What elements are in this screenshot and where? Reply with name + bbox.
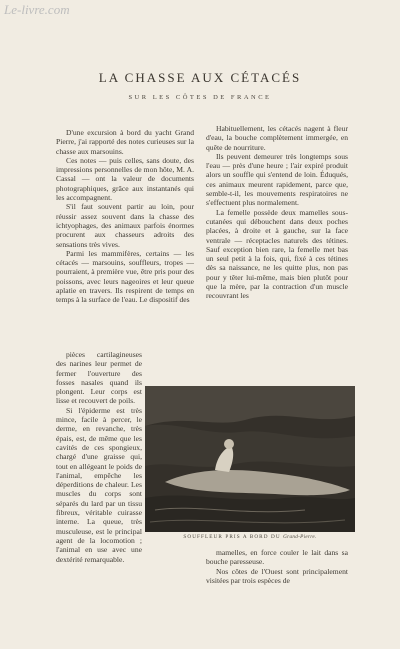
paragraph: Nos côtes de l'Ouest sont principalement visitées par trois espèces de [206,566,348,585]
watermark-logo: Le-livre.com [4,2,70,17]
paragraph: Ces notes — puis celles, sans doute, des impressions personnelles de mon hôte, M. A. Cassal — ont la valeur de documents photographiques, grâce aux instantanés qui les accompagnent. [56,155,194,203]
caption-text: SOUFFLEUR PRIS A BORD DU [183,534,281,540]
article-subtitle: SUR LES CÔTES DE FRANCE [128,94,272,101]
engraving-illustration [145,386,355,532]
paragraph: Ils peuvent demeurer très longtemps sous l'eau — près d'une heure ; l'air expiré produit alors un souffle qui s'entend de loin. Éduqués, ces animaux meurent rapidement, parce que, semble-t-il, les mouvements respiratoires ne s'effectuent plus normalement. [206,151,348,208]
paragraph: pièces cartilagineuses des narines leur permet de fermer l'ouverture des fosses nasales quand ils plongent. Leur corps est lisse et recouvert de poils. [56,350,142,406]
paragraph: Parmi les mammifères, certains — les cétacés — marsouins, souffleurs, tropes — pourraient, à première vue, être pris pour des poissons, avec leurs nageoires et leur queue aplatie en travers. Ils respirent de temps en temps à la surface de l'eau. Le dispositif des [56,248,194,305]
right-bottom-column [206,548,348,585]
figure-caption [145,534,355,540]
article-title: LA CHASSE AUX CÉTACÉS [98,70,302,85]
caption-ship-name: Grand-Pierre. [283,534,317,540]
paragraph: mamelles, en force couler le lait dans sa bouche paresseuse. [206,548,348,567]
left-column [56,128,194,305]
dolphin-engraving-image [145,386,355,532]
left-narrow-column [56,350,142,564]
right-column [206,124,348,301]
paragraph: S'il faut souvent partir au loin, pour réussir assez souvent dans la chasse des ichtyophages, des animaux parfois énormes procurent aux chasseurs adroits des sensations très vives. [56,202,194,249]
paragraph: La femelle possède deux mamelles sous-cutanées qui débouchent dans deux poches placées, à droite et à gauche, sur la face ventrale — réceptacles naturels des tétines. Sauf exception bien rare, la femelle met bas un seul petit à la fois, qui, fixé à ces tétines dès sa naissance, ne les quitte plus, non pas pour y têter lui-même, mais bien plutôt pour que la mère, par la contraction d'un muscle recouvrant les [206,207,348,301]
paragraph: Si l'épiderme est très mince, facile à percer, le derme, en revanche, très épais, est, de même que les cavités de ces spongieux, chargé d'une graisse qui, tout en allégeant le poids de l'animal, empêche les déperditions de chaleur. Les muscles du corps sont séparés du lard par un tissu fibreux, véritable cuirasse interne. La queue, très musculeuse, est le principal agent de la locomotion ; l'animal en use avec une dextérité remarquable. [56,405,142,564]
paragraph: Habituellement, les cétacés nagent à fleur d'eau, la bouche complètement immergée, en quête de nourriture. [206,124,348,152]
paragraph: D'une excursion à bord du yacht Grand Pierre, j'ai rapporté des notes curieuses sur la chasse aux marsouins. [56,128,194,156]
